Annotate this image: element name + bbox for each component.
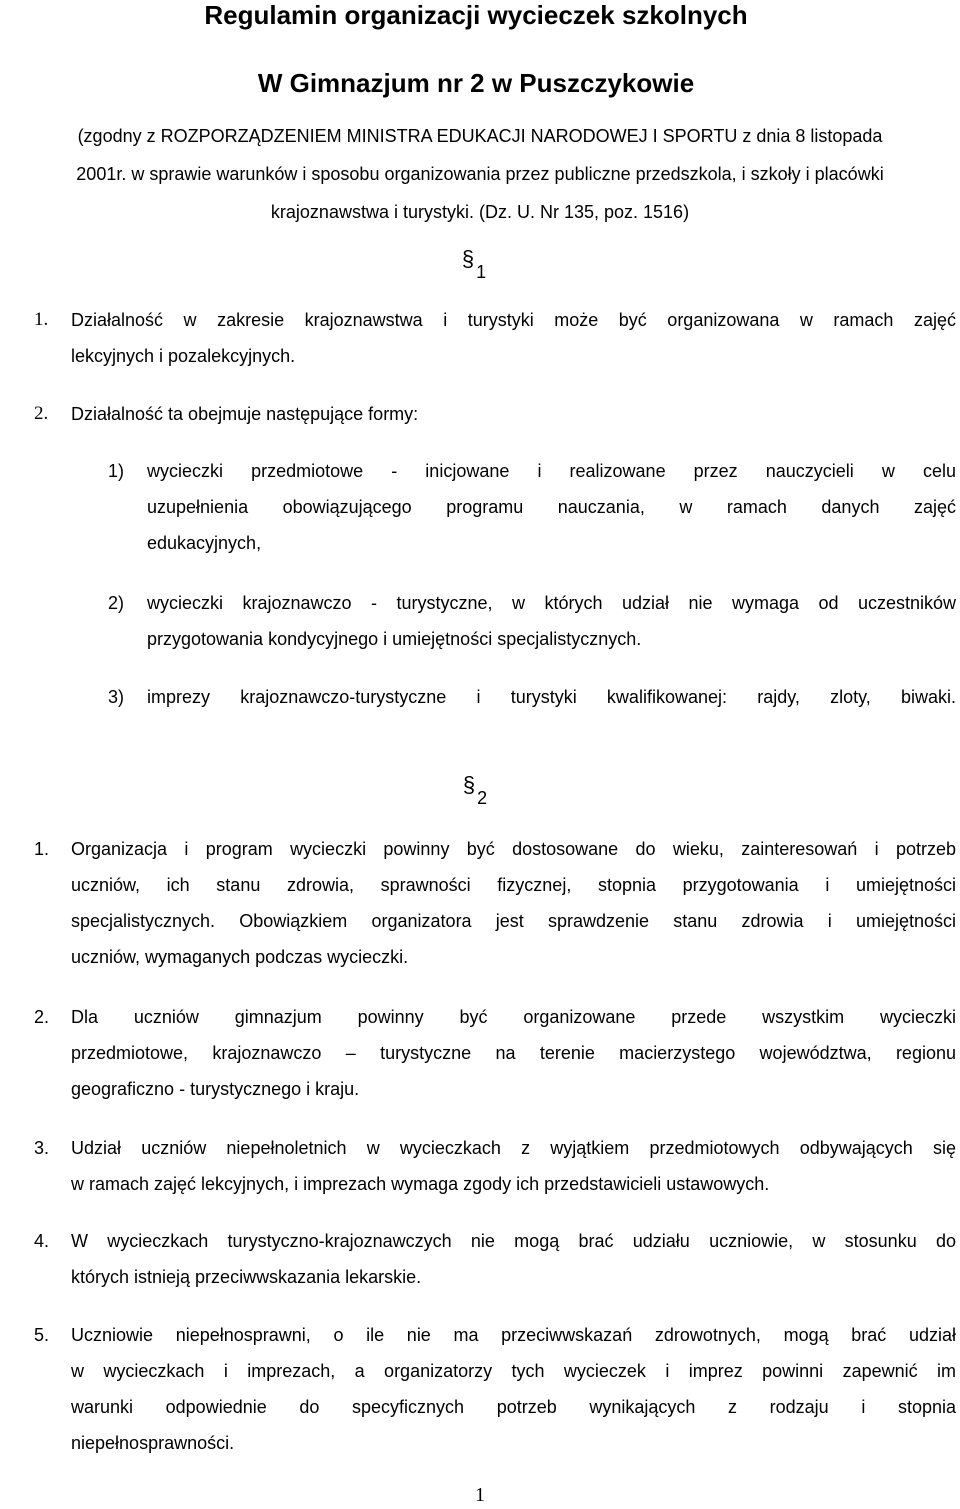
text-line: wycieczki przedmiotowe - inicjowane i realizowane przez nauczycieli w celu (147, 461, 956, 481)
list-item (147, 585, 956, 657)
text-line: Dla uczniów gimnazjum powinny być organizowane przede wszystkim wycieczki (71, 1007, 956, 1027)
intro-line-3: krajoznawstwa i turystyki. (Dz. U. Nr 135, poz. 1516) (270, 202, 690, 222)
item-number: 5. (34, 1325, 50, 1345)
form-number: 1) (108, 461, 125, 481)
list-item (71, 1223, 956, 1295)
text-line: uzupełnienia obowiązującego programu nauczania, w ramach danych zajęć (147, 497, 956, 517)
text-line: warunki odpowiednie do specyficznych potrzeb wynikających z rodzaju i stopnia (71, 1397, 956, 1417)
section-heading-2 (0, 774, 955, 809)
item-number: 2. (34, 403, 49, 424)
text-line: imprezy krajoznawczo-turystyczne i turystyki kwalifikowanej: rajdy, zloty, biwaki. (147, 687, 956, 707)
document-subtitle: W Gimnazjum nr 2 w Puszczykowie (257, 68, 695, 98)
text-line: specjalistycznych. Obowiązkiem organizatora jest sprawdzenie stanu zdrowia i umiejętności (71, 911, 956, 931)
item-number: 4. (34, 1231, 50, 1251)
list-item (71, 999, 956, 1107)
text-line: w ramach zajęć lekcyjnych, i imprezach wymaga zgody ich przedstawicieli ustawowych. (71, 1174, 770, 1194)
paragraph-sign: § (461, 246, 475, 271)
list-item (71, 1317, 956, 1461)
intro-line-1: (zgodny z ROZPORZĄDZENIEM MINISTRA EDUKACJI NARODOWEJ I SPORTU z dnia 8 listopada (77, 126, 883, 146)
text-line: wycieczki krajoznawczo - turystyczne, w których udział nie wymaga od uczestników (147, 593, 956, 613)
text-line: Działalność ta obejmuje następujące formy: (71, 404, 419, 424)
text-line: których istnieją przeciwwskazania lekarskie. (71, 1267, 422, 1287)
section-number: 2 (477, 788, 488, 808)
list-item (71, 302, 956, 374)
document-title: Regulamin organizacji wycieczek szkolnych (204, 0, 748, 30)
text-line: edukacyjnych, (147, 533, 262, 553)
text-line: niepełnosprawności. (71, 1433, 235, 1453)
list-item (147, 679, 956, 715)
form-number: 2) (108, 593, 125, 613)
form-number: 3) (108, 687, 125, 707)
page-number: 1 (475, 1484, 485, 1506)
intro-line-2: 2001r. w sprawie warunków i sposobu organizowania przez publiczne przedszkola, i szkoły i placówki (76, 164, 884, 184)
text-line: uczniów, ich stanu zdrowia, sprawności fizycznej, stopnia przygotowania i umiejętności (71, 875, 956, 895)
item-number: 1. (34, 309, 49, 330)
text-line: Działalność w zakresie krajoznawstwa i turystyki może być organizowana w ramach zajęć (71, 310, 956, 330)
text-line: W wycieczkach turystyczno-krajoznawczych nie mogą brać udziału uczniowie, w stosunku do (71, 1231, 956, 1251)
text-line: Organizacja i program wycieczki powinny być dostosowane do wieku, zainteresowań i potrzeb (71, 839, 956, 859)
list-item (71, 1130, 956, 1202)
text-line: Udział uczniów niepełnoletnich w wycieczkach z wyjątkiem przedmiotowych odbywających się (71, 1138, 956, 1158)
text-line: lekcyjnych i pozalekcyjnych. (71, 346, 296, 366)
text-line: Uczniowie niepełnosprawni, o ile nie ma przeciwwskazań zdrowotnych, mogą brać udział (71, 1325, 956, 1345)
paragraph-sign: § (462, 772, 476, 797)
item-number: 2. (34, 1007, 50, 1027)
item-number: 1. (34, 839, 50, 859)
list-item (147, 453, 956, 561)
text-line: przygotowania kondycyjnego i umiejętności specjalistycznych. (147, 629, 642, 649)
section-number: 1 (476, 262, 487, 282)
text-line: w wycieczkach i imprezach, a organizatorzy tych wycieczek i imprez powinni zapewnić im (71, 1361, 956, 1381)
item-number: 3. (34, 1138, 50, 1158)
list-item (71, 396, 956, 432)
section-heading-1 (0, 248, 954, 283)
list-item (71, 831, 956, 975)
text-line: geograficzno - turystycznego i kraju. (71, 1079, 360, 1099)
text-line: uczniów, wymaganych podczas wycieczki. (71, 947, 409, 967)
text-line: przedmiotowe, krajoznawczo – turystyczne na terenie macierzystego województwa, regionu (71, 1043, 956, 1063)
